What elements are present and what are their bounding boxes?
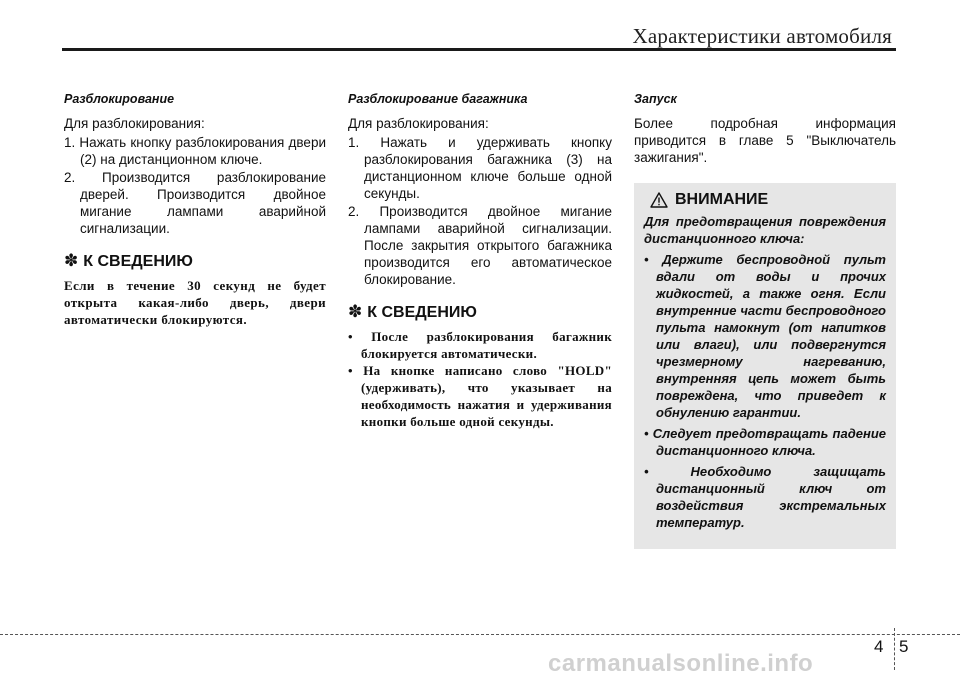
trunk-steps (348, 134, 612, 288)
unlock-step-1: 1. Нажать кнопку разблокирования двери (2) на дистанционном ключе. (64, 135, 326, 167)
note-text-1: Если в течение 30 секунд не будет открыта какая-либо дверь, двери автоматически блокируются. (64, 278, 326, 327)
unlock-intro: Для разблокирования: (64, 116, 205, 131)
note-heading-1 (64, 251, 326, 271)
note-item-2: • На кнопке написано слово "HOLD" (удерживать), что указывает на необходимость нажатия и удерживания кнопки больше одной секунды. (348, 363, 612, 429)
column-start (634, 92, 896, 549)
column-trunk-unlock (348, 92, 612, 430)
section-heading-start: Запуск (634, 92, 677, 106)
note-heading-label: К СВЕДЕНИЮ (83, 253, 193, 270)
start-text: Более подробная информация приводится в главе 5 "Выключатель зажигания". (634, 116, 896, 165)
column-unlock (64, 92, 326, 328)
trunk-step-1: 1. Нажать и удерживать кнопку разблокирования багажника (3) на дистанционном ключе больше одной секунды. (348, 135, 612, 201)
footer-rule (0, 634, 960, 635)
warning-triangle-icon (650, 192, 668, 208)
chapter-number: 4 (874, 637, 884, 656)
page-number-divider (894, 628, 895, 670)
watermark-text: carmanualsonline.info (548, 650, 814, 677)
note-star-icon: ✽ (64, 251, 79, 270)
warning-item-1: • Держите беспроводной пульт вдали от воды и прочих жидкостей, а также огня. Если внутренние части беспроводного пульта намокнут (от напитков или влаги), или подвергнутся чрезмерному нагреванию, внутренняя цепь может быть повреждена, что приведет к обнулению гарантии. (644, 252, 886, 420)
section-heading-trunk: Разблокирование багажника (348, 92, 528, 106)
note-item-1: • После разблокирования багажник блокируется автоматически. (348, 329, 612, 361)
warning-list (644, 251, 886, 531)
page-header-title: Характеристики автомобиля (632, 24, 892, 48)
warning-intro: Для предотвращения повреждения дистанционного ключа: (644, 214, 886, 246)
trunk-intro: Для разблокирования: (348, 116, 489, 131)
note-heading-label: К СВЕДЕНИЮ (367, 304, 477, 321)
warning-box (634, 183, 896, 549)
warning-title-label: ВНИМАНИЕ (675, 191, 769, 208)
unlock-step-2: 2. Производится разблокирование дверей. Производится двойное мигание лампами аварийной сигнализации. (64, 170, 326, 236)
note-list-2 (348, 328, 612, 430)
warning-title (650, 191, 886, 209)
warning-item-2: • Следует предотвращать падение дистанционного ключа. (644, 426, 886, 458)
warning-item-3: • Необходимо защищать дистанционный ключ от воздействия экстремальных температур. (644, 464, 886, 530)
unlock-steps (64, 134, 326, 237)
trunk-step-2: 2. Производится двойное мигание лампами аварийной сигнализации. После закрытия открытого багажника производится его автоматическое блокирование. (348, 204, 612, 287)
page-number: 5 (899, 637, 909, 656)
note-heading-2 (348, 302, 612, 322)
note-star-icon: ✽ (348, 302, 363, 321)
section-heading-unlock: Разблокирование (64, 92, 175, 106)
header-rule (62, 48, 896, 51)
